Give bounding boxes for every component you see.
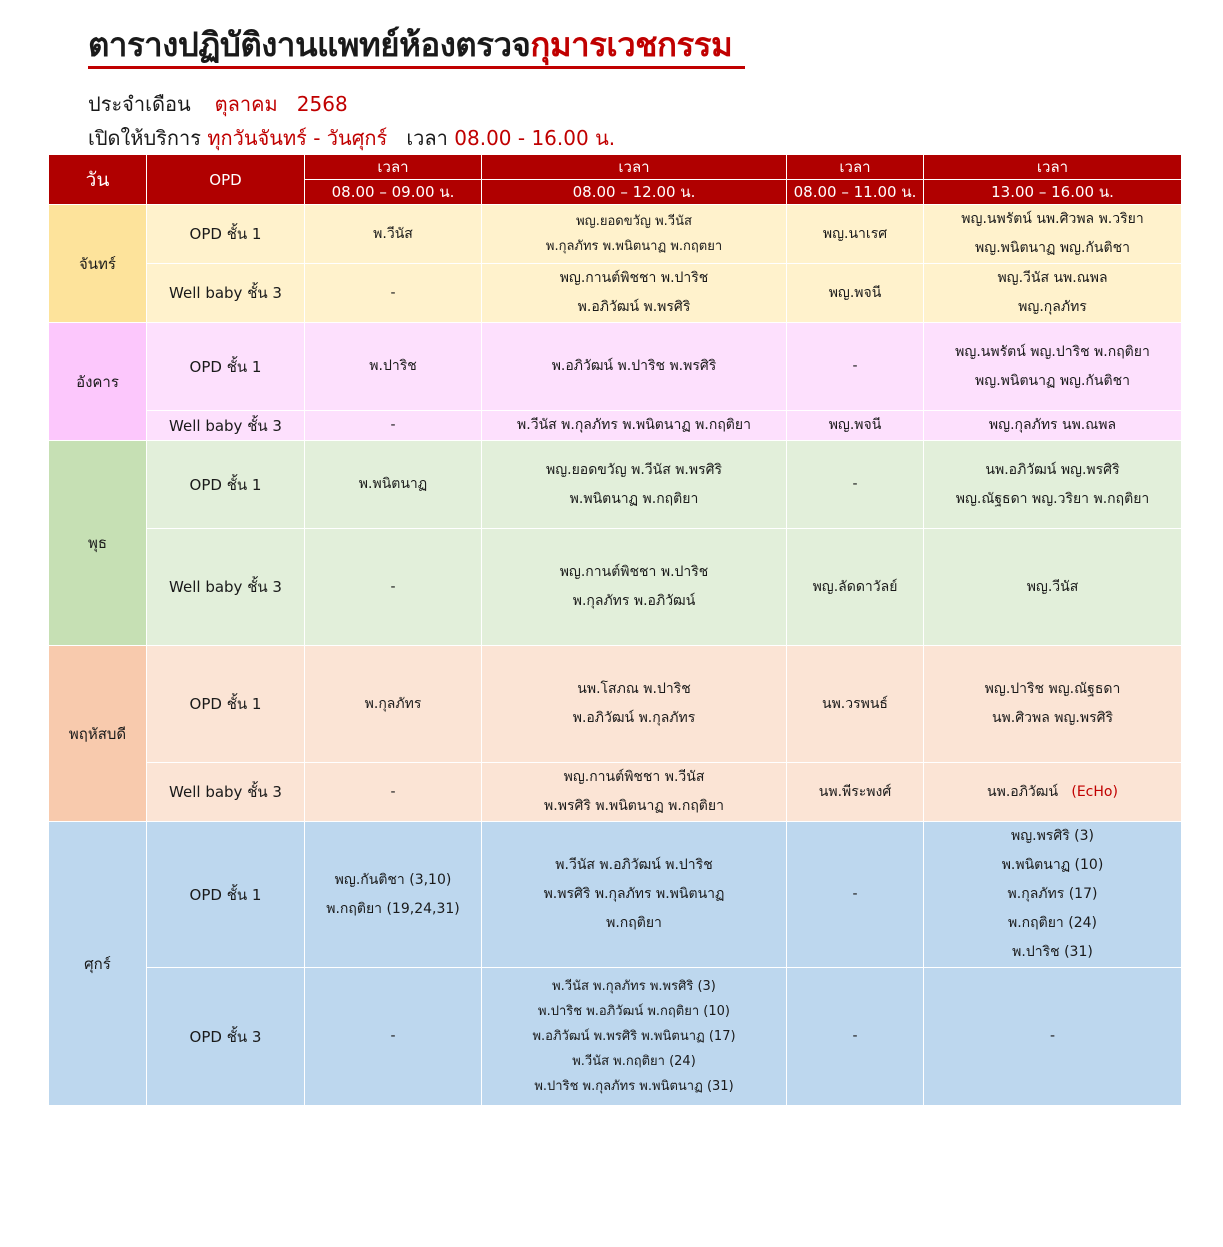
opd-cell: Well baby ชั้น 3 xyxy=(147,264,305,323)
doctor-line: พญ.พจนี xyxy=(828,284,882,301)
slot4-cell xyxy=(924,646,1182,763)
slot2-cell xyxy=(482,441,787,529)
doctor-line: พ.ปาริช พ.กุลภัทร พ.พนิตนาฏ (31) xyxy=(534,1079,734,1094)
opd-cell: OPD ชั้น 1 xyxy=(147,441,305,529)
doctor-line: พ.วีนัส xyxy=(373,225,413,242)
slot3-cell xyxy=(787,968,924,1106)
day-tuesday: อังคาร xyxy=(49,323,147,441)
doctor-line: พญ.กานต์พิชชา พ.ปาริช xyxy=(559,270,709,286)
doctor-line: พญ.พนิตนาฏ พญ.กันติชา xyxy=(975,372,1130,389)
header-slot4-time: 13.00 – 16.00 น. xyxy=(924,180,1182,205)
doctor-line: พญ.ยอดขวัญ พ.วีนัส พ.พรศิริ xyxy=(545,461,723,478)
slot4-cell xyxy=(924,968,1182,1106)
doctor-line: พ.วีนัส พ.กุลภัทร พ.พนิตนาฏ พ.กฤติยา xyxy=(517,417,751,433)
doctor-line: พ.อภิวัฒน์ พ.ปาริช พ.พรศิริ xyxy=(551,358,717,374)
doctor-line: พ.วีนัส พ.อภิวัฒน์ พ.ปาริช xyxy=(555,857,713,873)
slot2-cell xyxy=(482,968,787,1106)
doctor-line: พญ.พรศิริ (3) xyxy=(1010,828,1095,844)
day-monday: จันทร์ xyxy=(49,205,147,323)
doctor-line: พ.กุลภัทร xyxy=(364,695,422,712)
doctor-line: พ.วีนัส พ.กฤติยา (24) xyxy=(572,1054,696,1069)
doctor-line: นพ.ศิวพล พญ.พรศิริ xyxy=(991,710,1114,726)
doctor-line: พ.กุลภัทร พ.อภิวัฒน์ xyxy=(572,593,696,609)
doctor-line: พญ.ปาริช พญ.ณัฐธดา xyxy=(984,681,1121,697)
opd-cell: Well baby ชั้น 3 xyxy=(147,529,305,646)
doctor-line: นพ.อภิวัฒน์ พญ.พรศิริ xyxy=(985,461,1120,478)
slot3-cell xyxy=(787,822,924,968)
doctor-line: พญ.พนิตนาฏ พญ.กันติชา xyxy=(975,240,1130,256)
doctor-line: นพ.พีระพงศ์ xyxy=(818,783,892,800)
slot4-cell xyxy=(924,529,1182,646)
slot4-cell xyxy=(924,323,1182,411)
doctor-line: - xyxy=(852,1028,858,1044)
slot2-cell xyxy=(482,323,787,411)
slot4-cell xyxy=(924,205,1182,264)
slot4-cell xyxy=(924,441,1182,529)
slot3-cell xyxy=(787,264,924,323)
slot4-cell xyxy=(924,411,1182,441)
doctor-line: พ.พนิตนาฏ xyxy=(358,476,428,492)
header-slot3-label: เวลา xyxy=(787,155,924,180)
doctor-line: พญ.กานต์พิชชา พ.ปาริช xyxy=(559,564,709,580)
doctor-line: พญ.นพรัตน์ พญ.ปาริช พ.กฤติยา xyxy=(955,343,1150,360)
opd-cell: OPD ชั้น 1 xyxy=(147,205,305,264)
header-slot1-label: เวลา xyxy=(305,155,482,180)
slot2-cell xyxy=(482,264,787,323)
slot1-cell xyxy=(305,323,482,411)
slot2-cell xyxy=(482,646,787,763)
day-friday: ศุกร์ xyxy=(49,822,147,1106)
doctor-line: - xyxy=(852,886,858,902)
slot3-cell xyxy=(787,763,924,822)
slot1-cell xyxy=(305,646,482,763)
slot3-cell xyxy=(787,529,924,646)
header-slot4-label: เวลา xyxy=(924,155,1182,180)
doctor-line: พ.ปาริช xyxy=(369,358,417,374)
slot3-cell xyxy=(787,441,924,529)
doctor-line: พ.อภิวัฒน์ พ.พรศิริ พ.พนิตนาฏ (17) xyxy=(532,1029,736,1044)
doctor-line: - xyxy=(390,1028,396,1044)
title-underline xyxy=(88,66,745,69)
header-opd: OPD xyxy=(147,155,305,205)
doctor-line: พ.กฤติยา xyxy=(606,915,662,931)
doctor-line: พญ.นาเรศ xyxy=(822,225,888,242)
doctor-line: พ.กุลภัทร พ.พนิตนาฏ พ.กฤตยา xyxy=(545,239,723,254)
slot4-cell xyxy=(924,763,1182,822)
month-value: ตุลาคม xyxy=(214,92,278,116)
slot1-cell xyxy=(305,441,482,529)
doctor-line: พญ.วีนัส xyxy=(1026,578,1079,595)
opd-cell: OPD ชั้น 1 xyxy=(147,646,305,763)
opd-cell: OPD ชั้น 1 xyxy=(147,822,305,968)
time-unit: น. xyxy=(595,126,616,150)
doctor-line: พ.ปาริช (31) xyxy=(1012,944,1093,960)
doctor-line: พ.วีนัส พ.กุลภัทร พ.พรศิริ (3) xyxy=(552,979,716,994)
slot3-cell xyxy=(787,323,924,411)
echo-doctor: นพ.อภิวัฒน์ xyxy=(987,784,1059,800)
slot2-cell xyxy=(482,763,787,822)
echo-note: (EcHo) xyxy=(1071,784,1118,800)
day-wednesday: พุธ xyxy=(49,441,147,646)
doctor-line: พ.อภิวัฒน์ พ.กุลภัทร xyxy=(572,710,696,726)
day-thursday: พฤหัสบดี xyxy=(49,646,147,822)
slot4-cell xyxy=(924,822,1182,968)
doctor-line: พญ.วีนัส นพ.ณพล xyxy=(997,270,1108,286)
doctor-line: พ.อภิวัฒน์ พ.พรศิริ xyxy=(577,299,691,315)
doctor-line: พ.ปาริช พ.อภิวัฒน์ พ.กฤติยา (10) xyxy=(538,1004,730,1019)
slot2-cell xyxy=(482,411,787,441)
doctor-line: พญ.ณัฐธดา พญ.วริยา พ.กฤติยา xyxy=(955,490,1150,507)
doctor-line: พญ.กุลภัทร นพ.ณพล xyxy=(988,417,1117,433)
doctor-line: - xyxy=(1049,1028,1056,1044)
slot3-cell xyxy=(787,205,924,264)
time-value: 08.00 - 16.00 xyxy=(454,126,589,150)
doctor-line: พ.พรศิริ พ.กุลภัทร พ.พนิตนาฏ xyxy=(543,886,725,902)
header-slot1-time: 08.00 – 09.00 น. xyxy=(305,180,482,205)
schedule-table xyxy=(48,154,1182,1106)
opd-cell: OPD ชั้น 1 xyxy=(147,323,305,411)
doctor-line: พญ.ลัดดาวัลย์ xyxy=(812,578,898,595)
doctor-line: พญ.กันติชา (3,10) xyxy=(334,871,452,888)
department-name: กุมารเวชกรรม xyxy=(530,25,733,64)
slot1-cell xyxy=(305,968,482,1106)
doctor-line: - xyxy=(852,476,858,492)
slot2-cell xyxy=(482,529,787,646)
doctor-line: - xyxy=(390,417,396,433)
service-days: ทุกวันจันทร์ - วันศุกร์ xyxy=(207,126,388,150)
header-slot2-time: 08.00 – 12.00 น. xyxy=(482,180,787,205)
doctor-line: พญ.กานต์พิชชา พ.วีนัส xyxy=(563,769,705,785)
doctor-line: พญ.กุลภัทร xyxy=(1018,299,1087,315)
doctor-line: พ.กุลภัทร (17) xyxy=(1007,886,1098,902)
slot2-cell xyxy=(482,205,787,264)
doctor-line: นพ.วรพนธ์ xyxy=(822,695,888,712)
month-line xyxy=(88,88,348,120)
doctor-line: พ.พรศิริ พ.พนิตนาฏ พ.กฤติยา xyxy=(544,798,724,814)
opd-cell: Well baby ชั้น 3 xyxy=(147,411,305,441)
year-value: 2568 xyxy=(296,92,348,116)
header-day: วัน xyxy=(49,155,147,205)
doctor-line: พญ.นพรัตน์ นพ.ศิวพล พ.วริยา xyxy=(961,211,1144,227)
doctor-line: - xyxy=(390,578,396,595)
doctor-line: พ.พนิตนาฏ (10) xyxy=(1001,857,1104,873)
opd-cell: Well baby ชั้น 3 xyxy=(147,763,305,822)
doctor-line: พ.กฤติยา (19,24,31) xyxy=(326,900,460,917)
header-slot2-label: เวลา xyxy=(482,155,787,180)
slot1-cell xyxy=(305,205,482,264)
slot2-cell xyxy=(482,822,787,968)
service-label: เปิดให้บริการ xyxy=(88,126,201,150)
doctor-line: นพ.โสภณ พ.ปาริช xyxy=(577,681,691,697)
slot1-cell xyxy=(305,763,482,822)
month-label: ประจำเดือน xyxy=(88,92,191,116)
slot3-cell xyxy=(787,646,924,763)
doctor-line: พญ.พจนี xyxy=(828,417,882,433)
service-hours-line xyxy=(88,122,615,154)
slot1-cell xyxy=(305,822,482,968)
doctor-line: - xyxy=(852,358,858,374)
doctor-line: - xyxy=(390,284,396,301)
slot1-cell xyxy=(305,529,482,646)
doctor-line: พ.กฤติยา (24) xyxy=(1008,915,1097,931)
slot4-cell xyxy=(924,264,1182,323)
page-title: ตารางปฏิบัติงานแพทย์ห้องตรวจกุมารเวชกรรม xyxy=(88,25,733,64)
header-slot3-time: 08.00 – 11.00 น. xyxy=(787,180,924,205)
slot1-cell xyxy=(305,411,482,441)
doctor-line: พ.พนิตนาฏ พ.กฤติยา xyxy=(569,490,699,507)
time-label: เวลา xyxy=(406,126,448,150)
slot3-cell xyxy=(787,411,924,441)
slot1-cell xyxy=(305,264,482,323)
doctor-line: - xyxy=(390,783,396,800)
doctor-line: พญ.ยอดขวัญ พ.วีนัส xyxy=(576,214,692,229)
opd-cell: OPD ชั้น 3 xyxy=(147,968,305,1106)
